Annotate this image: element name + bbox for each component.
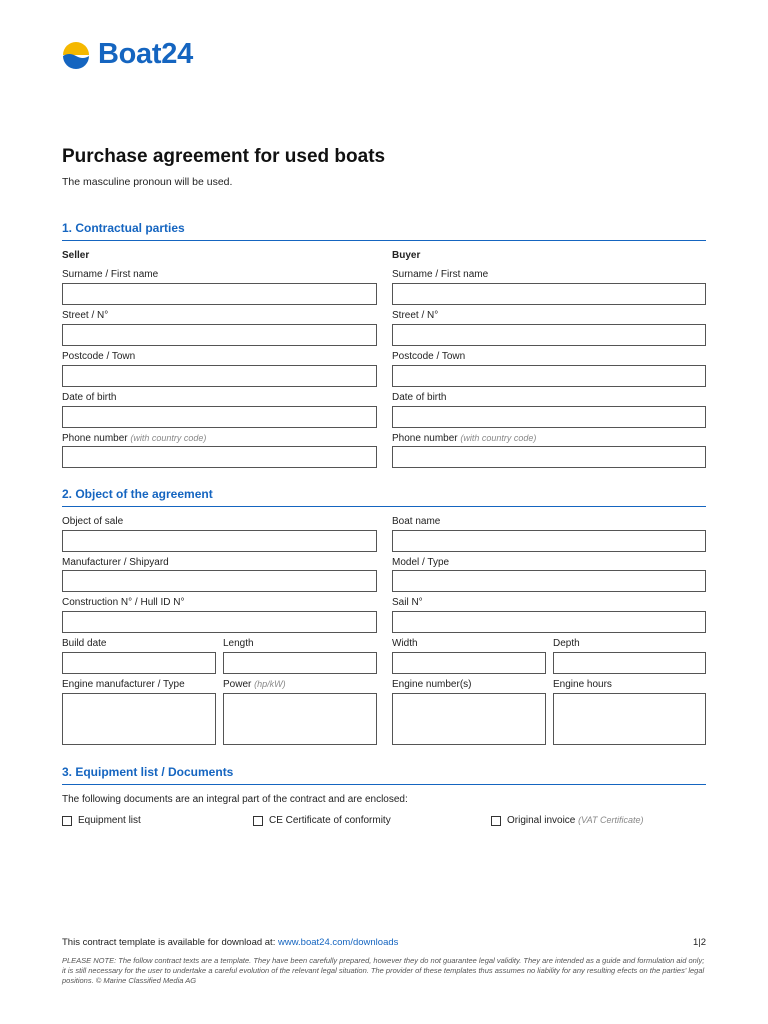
length-label: Length [223, 638, 254, 649]
width-field[interactable] [392, 652, 546, 674]
seller-surname-label: Surname / First name [62, 269, 159, 280]
page-subtitle: The masculine pronoun will be used. [62, 176, 233, 188]
buyer-surname-label: Surname / First name [392, 269, 489, 280]
section-contractual-parties-heading: 1. Contractual parties [62, 221, 706, 241]
brand-logo [62, 40, 193, 69]
construction-label: Construction N° / Hull ID N° [62, 597, 185, 608]
original-invoice-label: Original invoice (VAT Certificate) [507, 815, 644, 826]
seller-street-field[interactable] [62, 324, 377, 346]
buyer-street-label: Street / N° [392, 310, 439, 321]
buyer-phone-label: Phone number (with country code) [392, 433, 537, 444]
build-date-label: Build date [62, 638, 107, 649]
engine-hours-field[interactable] [553, 693, 706, 745]
seller-street-label: Street / N° [62, 310, 109, 321]
buyer-dob-field[interactable] [392, 406, 706, 428]
buyer-surname-field[interactable] [392, 283, 706, 305]
power-label: Power (hp/kW) [223, 679, 286, 690]
object-of-sale-label: Object of sale [62, 516, 124, 527]
boat-name-label: Boat name [392, 516, 441, 527]
sail-field[interactable] [392, 611, 706, 633]
power-field[interactable] [223, 693, 377, 745]
buyer-postcode-field[interactable] [392, 365, 706, 387]
model-field[interactable] [392, 570, 706, 592]
original-invoice-checkbox[interactable] [491, 816, 501, 826]
manufacturer-label: Manufacturer / Shipyard [62, 557, 169, 568]
depth-label: Depth [553, 638, 580, 649]
original-invoice-option[interactable] [491, 815, 644, 826]
section-documents-heading: 3. Equipment list / Documents [62, 765, 706, 785]
model-label: Model / Type [392, 557, 450, 568]
seller-surname-field[interactable] [62, 283, 377, 305]
documents-intro: The following documents are an integral part of the contract and are enclosed: [62, 794, 408, 805]
equipment-list-checkbox[interactable] [62, 816, 72, 826]
construction-field[interactable] [62, 611, 377, 633]
buyer-postcode-label: Postcode / Town [392, 351, 466, 362]
footer-download-text: This contract template is available for download at: www.boat24.com/downloads [62, 937, 399, 948]
seller-postcode-field[interactable] [62, 365, 377, 387]
logo-text: Boat24 [98, 38, 193, 70]
buyer-heading: Buyer [392, 250, 421, 261]
page-number: 1|2 [692, 937, 706, 948]
engine-manufacturer-label: Engine manufacturer / Type [62, 679, 185, 690]
seller-heading: Seller [62, 250, 90, 261]
boat24-logo-icon [62, 41, 90, 69]
engine-hours-label: Engine hours [553, 679, 612, 690]
buyer-dob-label: Date of birth [392, 392, 447, 403]
ce-certificate-label: CE Certificate of conformity [269, 815, 391, 826]
object-of-sale-field[interactable] [62, 530, 377, 552]
legal-note: PLEASE NOTE: The follow contract texts are a template. They have been carefully prepared, however they do not guarantee legal validity. They are intended as a guide and formulation aid only; it is still necessary for the user to undertake a careful evolution of the relevant legal situation. The provider of these templates thus assumes no liability for any resulting efects on the parties' legal positions. © Marine Classified Media AG [62, 956, 705, 985]
seller-dob-label: Date of birth [62, 392, 117, 403]
length-field[interactable] [223, 652, 377, 674]
seller-phone-field[interactable] [62, 446, 377, 468]
engine-number-label: Engine number(s) [392, 679, 472, 690]
depth-field[interactable] [553, 652, 706, 674]
buyer-street-field[interactable] [392, 324, 706, 346]
page-title: Purchase agreement for used boats [62, 146, 386, 167]
sail-label: Sail N° [392, 597, 423, 608]
ce-certificate-checkbox[interactable] [253, 816, 263, 826]
seller-phone-label: Phone number (with country code) [62, 433, 207, 444]
buyer-phone-field[interactable] [392, 446, 706, 468]
equipment-list-label: Equipment list [78, 815, 141, 826]
engine-number-field[interactable] [392, 693, 546, 745]
build-date-field[interactable] [62, 652, 216, 674]
width-label: Width [392, 638, 418, 649]
ce-certificate-option[interactable] [253, 815, 391, 826]
footer-download [62, 937, 706, 948]
engine-manufacturer-field[interactable] [62, 693, 216, 745]
equipment-list-option[interactable] [62, 815, 141, 826]
seller-postcode-label: Postcode / Town [62, 351, 136, 362]
seller-dob-field[interactable] [62, 406, 377, 428]
downloads-link[interactable]: www.boat24.com/downloads [277, 937, 399, 948]
boat-name-field[interactable] [392, 530, 706, 552]
manufacturer-field[interactable] [62, 570, 377, 592]
section-object-heading: 2. Object of the agreement [62, 487, 706, 507]
